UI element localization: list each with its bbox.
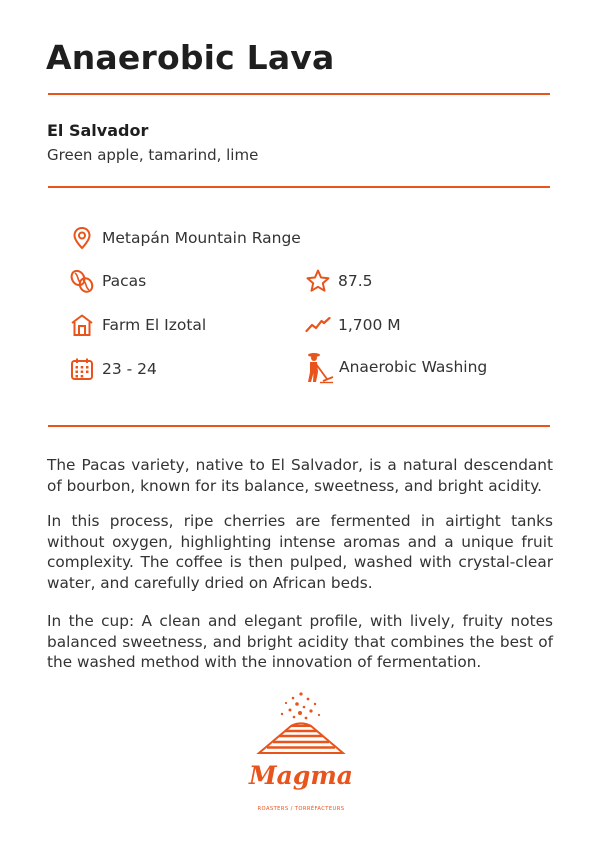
calendar-icon [69, 356, 95, 382]
origin-country: El Salvador [47, 121, 149, 140]
description-paragraph-2: In this process, ripe cherries are fermented in airtight tanks without oxygen, highlighting intense aromas and a unique fruit complexity. The coffee is then pulped, washed with crystal-clear water, and carefully dried on African beds. [47, 512, 553, 592]
description-paragraph-3: In the cup: A clean and elegant profile, with lively, fruity notes balanced sweetness, and bright acidity that combines the best of the washed method with the innovation of fermentation. [47, 612, 553, 671]
location-pin-icon [69, 225, 95, 251]
farm-house-icon [69, 312, 95, 338]
attr-harvest [69, 356, 157, 382]
volcano-icon [259, 692, 343, 753]
variety-label: Pacas [102, 272, 147, 290]
process-label: Anaerobic Washing [339, 358, 488, 376]
divider-bottom [48, 425, 550, 427]
score-label: 87.5 [338, 272, 373, 290]
attr-region [69, 225, 301, 251]
star-icon [305, 268, 331, 294]
tasting-notes: Green apple, tamarind, lime [47, 146, 259, 164]
coffee-beans-icon [69, 268, 95, 294]
brand-name: Magma [248, 761, 354, 790]
divider-top [48, 93, 550, 95]
altitude-label: 1,700 M [338, 316, 401, 334]
harvest-label: 23 - 24 [102, 360, 157, 378]
page-title: Anaerobic Lava [46, 38, 335, 77]
magma-logo [245, 690, 357, 820]
farm-label: Farm El Izotal [102, 316, 207, 334]
attr-process [302, 350, 487, 384]
attr-altitude [305, 312, 401, 338]
altitude-line-icon [305, 312, 331, 338]
description-paragraph-1: The Pacas variety, native to El Salvador, is a natural descendant of bourbon, known for its balance, sweetness, and bright acidity. [47, 456, 553, 495]
region-label: Metapán Mountain Range [102, 229, 301, 247]
attr-score [305, 268, 373, 294]
farmer-raking-icon [302, 350, 334, 384]
brand-tagline: ROASTERS / TORRÉFACTEURS [257, 806, 345, 812]
attr-variety [69, 268, 146, 294]
divider-middle [48, 186, 550, 188]
attr-farm [69, 312, 206, 338]
